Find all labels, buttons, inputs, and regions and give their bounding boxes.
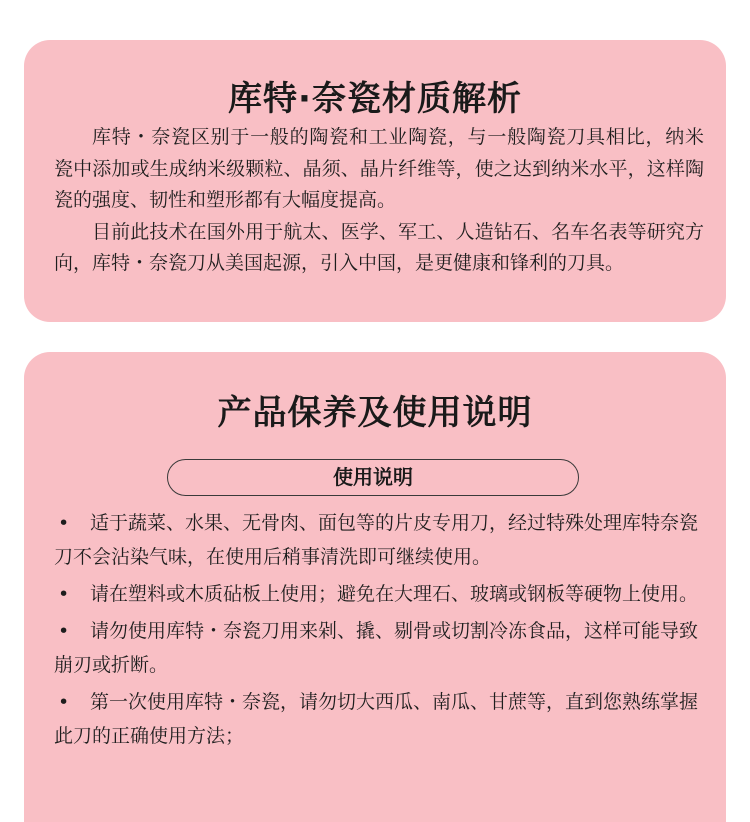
list-item-text: 请在塑料或木质砧板上使用；避免在大理石、玻璃或钢板等硬物上使用。 xyxy=(90,583,699,605)
bullet-icon: • xyxy=(58,512,70,534)
list-item-text: 适于蔬菜、水果、无骨肉、面包等的片皮专用刀，经过特殊处理库特奈瓷刀不会沾染气味，在使用后稍事清洗即可继续使用。 xyxy=(54,512,699,568)
bullet-icon: • xyxy=(58,691,70,713)
bullet-icon: • xyxy=(58,620,70,642)
list-item xyxy=(54,614,714,682)
material-paragraph: 目前此技术在国外用于航太、医学、军工、人造钻石、名车名表等研究方向，库特・奈瓷刀从美国起源，引入中国，是更健康和锋利的刀具。 xyxy=(54,220,704,274)
care-instructions-title: 产品保养及使用说明 xyxy=(217,393,533,433)
list-item xyxy=(54,506,714,574)
list-item-text: 请勿使用库特・奈瓷刀用来剁、撬、剔骨或切割冷冻食品，这样可能导致崩刃或折断。 xyxy=(54,620,699,676)
list-item xyxy=(54,685,714,753)
care-instructions-card xyxy=(24,352,726,822)
material-analysis-card xyxy=(24,40,726,322)
usage-heading-pill: 使用说明 xyxy=(167,459,579,496)
list-item-text: 第一次使用库特・奈瓷，请勿切大西瓜、南瓜、甘蔗等，直到您熟练掌握此刀的正确使用方法； xyxy=(54,691,699,747)
bullet-icon: • xyxy=(58,583,70,605)
list-item xyxy=(54,577,714,611)
material-paragraph: 库特・奈瓷区别于一般的陶瓷和工业陶瓷，与一般陶瓷刀具相比，纳米 瓷中添加或生成纳米级颗粒、晶须、晶片纤维等，使之达到纳米水平，这样陶瓷的强度、韧性和塑形都有大幅度提高。 xyxy=(54,126,704,211)
material-analysis-title: 库特·奈瓷材质解析 xyxy=(228,79,522,119)
material-analysis-body xyxy=(54,122,704,280)
usage-list xyxy=(54,506,714,756)
